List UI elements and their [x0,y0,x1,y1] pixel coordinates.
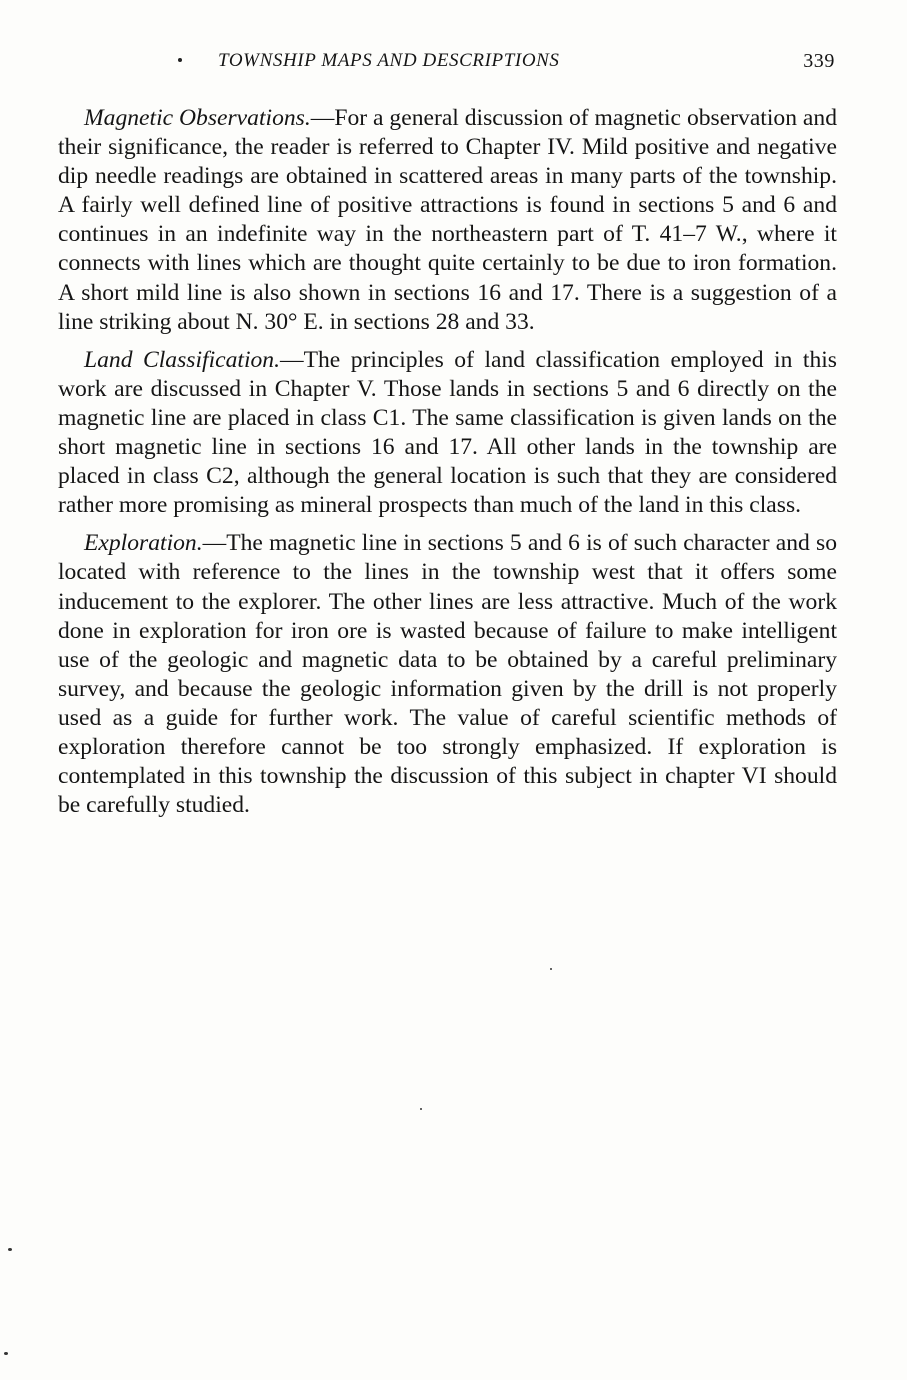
running-header [58,44,837,78]
paper-speck [4,1352,8,1355]
paragraph-lead: Land Classification. [84,346,280,373]
paragraph-magnetic-observations [58,104,837,337]
paper-speck [8,1248,12,1251]
page [58,44,837,820]
paper-speck [550,968,552,970]
paragraph-lead: Magnetic Observations. [84,105,311,131]
paragraph-text: —The principles of land classification employed in this work are discussed in Chapter V. Those lands in sections 5 and 6 directly on the magnetic line are placed in class C1. The same classification is given lands on the short magnetic line in sections 16 and 17. All other lands in the township are placed in class C2, although the general location is such that they are considered rather more promising as mineral prospects than much of the land in this class. [58,346,837,519]
paragraph-lead: Exploration. [84,530,203,557]
page-number: 339 [803,50,835,72]
header-title: TOWNSHIP MAPS AND DESCRIPTIONS [218,50,560,71]
header-dot [178,58,182,62]
paragraph-land-classification [58,346,837,521]
paragraph-text: —The magnetic line in sections 5 and 6 is of such character and so located with reference to the lines in the township west that it offers some inducement to the explorer. The other lines are less attractive. Much of the work done in exploration for iron ore is wasted because of failure to make intelligent use of the geologic and magnetic data to be obtained by a careful preliminary survey, and because the geologic information given by the drill is not properly used as a guide for further work. The value of careful scientific methods of exploration therefore cannot be too strongly emphasized. If exploration is contemplated in this township the discussion of this subject in chapter VI should be carefully studied. [58,530,837,819]
paper-speck [420,1108,422,1110]
paragraph-text: —For a general discussion of magnetic observation and their significance, the reader is referred to Chapter IV. Mild positive and negative dip needle readings are obtained in scattered areas in many parts of the township. A fairly well defined line of positive attractions is found in sections 5 and 6 and continues in an indefinite way in the northeastern part of T. 41–7 W., where it connects with lines which are thought quite certainly to be due to iron formation. A short mild line is also shown in sections 16 and 17. There is a suggestion of a line striking about N. 30° E. in sections 28 and 33. [58,105,837,335]
paragraph-exploration [58,529,837,820]
